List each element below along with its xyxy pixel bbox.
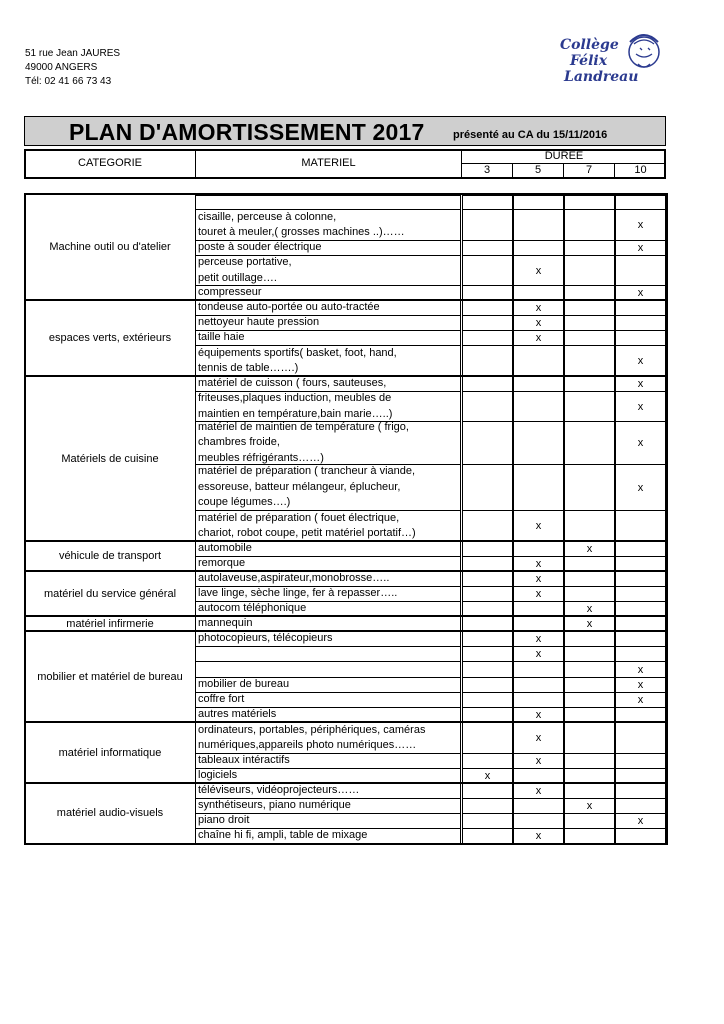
category-label: matériel audio-visuels: [56, 807, 164, 819]
duree-5-cell: x: [513, 828, 564, 844]
duree-3-cell: [462, 646, 513, 662]
materiel-cell: coffre fort: [195, 692, 461, 708]
materiel-cell: [195, 646, 461, 662]
duree-10-cell: [615, 753, 666, 769]
address-street: 51 rue Jean JAURES: [25, 48, 121, 59]
category-label: Matériels de cuisine: [61, 452, 159, 465]
duree-3-cell: [462, 510, 513, 542]
materiel-cell: équipements sportifs( basket, foot, hand, tennis de table…….): [195, 345, 461, 377]
duree-7-cell: [564, 646, 615, 662]
materiel-cell: cisaille, perceuse à colonne, touret à meuler,( grosses machines ..)……: [195, 209, 461, 241]
duree-3-cell: [462, 209, 513, 241]
duree-7-cell: [564, 391, 615, 422]
duree-7-cell: [564, 571, 615, 587]
duree-7-cell: [564, 813, 615, 829]
duree-3-cell: [462, 345, 513, 377]
duree-10-cell: x: [615, 464, 666, 511]
duree-10-cell: [615, 300, 666, 316]
duree-5-cell: [513, 195, 564, 210]
duree-7-cell: x: [564, 601, 615, 617]
header-year-3: 3: [483, 164, 491, 176]
duree-7-cell: [564, 631, 615, 647]
duree-7-cell: [564, 783, 615, 799]
duree-5-cell: x: [513, 783, 564, 799]
duree-5-cell: [513, 541, 564, 557]
duree-7-cell: [564, 510, 615, 542]
duree-5-cell: [513, 798, 564, 814]
materiel-cell: mannequin: [195, 616, 461, 632]
duree-7-cell: [564, 376, 615, 392]
duree-3-cell: [462, 571, 513, 587]
duree-10-cell: x: [615, 240, 666, 256]
logo-word-college: Collège: [560, 37, 619, 53]
duree-10-cell: x: [615, 345, 666, 377]
header-categorie: CATEGORIE: [78, 157, 142, 169]
materiel-cell: piano droit: [195, 813, 461, 829]
duree-3-cell: [462, 692, 513, 708]
materiel-cell: logiciels: [195, 768, 461, 784]
materiel-cell: compresseur: [195, 285, 461, 301]
duree-5-cell: [513, 240, 564, 256]
materiel-cell: nettoyeur haute pression: [195, 315, 461, 331]
logo-word-felix: Félix: [570, 53, 608, 69]
materiel-cell: [195, 195, 461, 210]
header-year-5: 5: [534, 164, 542, 176]
materiel-cell: tableaux intéractifs: [195, 753, 461, 769]
duree-10-cell: x: [615, 692, 666, 708]
duree-3-cell: [462, 330, 513, 346]
category-label: espaces verts, extérieurs: [48, 332, 172, 344]
materiel-cell: taille haie: [195, 330, 461, 346]
duree-5-cell: x: [513, 315, 564, 331]
duree-3-cell: [462, 391, 513, 422]
duree-10-cell: x: [615, 376, 666, 392]
duree-10-cell: [615, 195, 666, 210]
duree-3-cell: [462, 828, 513, 844]
category-label: Machine outil ou d'atelier: [49, 241, 171, 253]
duree-10-cell: [615, 828, 666, 844]
header-year-7: 7: [585, 164, 593, 176]
title-subtitle: présenté au CA du 15/11/2016: [453, 129, 608, 141]
duree-7-cell: x: [564, 541, 615, 557]
materiel-cell: matériel de préparation ( fouet électrique, chariot, robot coupe, petit matériel portatif…): [195, 510, 461, 542]
duree-5-cell: x: [513, 722, 564, 754]
duree-5-cell: [513, 677, 564, 693]
duree-3-cell: [462, 464, 513, 511]
duree-10-cell: [615, 722, 666, 754]
duree-10-cell: x: [615, 677, 666, 693]
materiel-cell: tondeuse auto-portée ou auto-tractée: [195, 300, 461, 316]
duree-10-cell: [615, 646, 666, 662]
materiel-cell: téléviseurs, vidéoprojecteurs……: [195, 783, 461, 799]
materiel-cell: matériel de préparation ( trancheur à viande, essoreuse, batteur mélangeur, éplucheur, coupe légumes….): [195, 464, 461, 511]
duree-10-cell: [615, 631, 666, 647]
materiel-cell: photocopieurs, télécopieurs: [195, 631, 461, 647]
duree-7-cell: [564, 345, 615, 377]
materiel-cell: friteuses,plaques induction, meubles de maintien en température,bain marie…..): [195, 391, 461, 422]
duree-7-cell: [564, 586, 615, 602]
duree-10-cell: [615, 571, 666, 587]
materiel-cell: autocom téléphonique: [195, 601, 461, 617]
duree-5-cell: x: [513, 753, 564, 769]
duree-5-cell: [513, 661, 564, 678]
duree-10-cell: [615, 510, 666, 542]
school-address: [25, 47, 120, 85]
category-label: matériel du service général: [43, 587, 177, 600]
duree-3-cell: [462, 586, 513, 602]
header-year-10: 10: [634, 164, 647, 176]
duree-5-cell: x: [513, 510, 564, 542]
materiel-cell: [195, 661, 461, 678]
duree-5-cell: [513, 209, 564, 241]
duree-3-cell: [462, 195, 513, 210]
duree-10-cell: [615, 255, 666, 286]
duree-7-cell: [564, 421, 615, 465]
duree-3-cell: [462, 240, 513, 256]
duree-3-cell: [462, 541, 513, 557]
duree-10-cell: [615, 315, 666, 331]
duree-7-cell: [564, 828, 615, 844]
header-materiel: MATERIEL: [301, 157, 356, 169]
duree-10-cell: x: [615, 661, 666, 678]
duree-3-cell: [462, 315, 513, 331]
duree-5-cell: x: [513, 571, 564, 587]
duree-10-cell: [615, 541, 666, 557]
duree-5-cell: [513, 692, 564, 708]
duree-5-cell: [513, 391, 564, 422]
duree-5-cell: x: [513, 586, 564, 602]
duree-7-cell: x: [564, 798, 615, 814]
duree-10-cell: [615, 586, 666, 602]
title-banner: [24, 116, 666, 146]
duree-10-cell: [615, 798, 666, 814]
materiel-cell: automobile: [195, 541, 461, 557]
duree-7-cell: [564, 300, 615, 316]
duree-10-cell: x: [615, 391, 666, 422]
category-label: matériel informatique: [58, 746, 162, 759]
duree-3-cell: [462, 300, 513, 316]
duree-7-cell: [564, 677, 615, 693]
duree-5-cell: x: [513, 330, 564, 346]
duree-5-cell: x: [513, 255, 564, 286]
duree-3-cell: [462, 722, 513, 754]
category-label: véhicule de transport: [58, 550, 162, 562]
page-title: PLAN D'AMORTISSEMENT 2017: [69, 119, 425, 145]
duree-7-cell: [564, 195, 615, 210]
materiel-cell: ordinateurs, portables, périphériques, caméras numériques,appareils photo numériques……: [195, 722, 461, 754]
duree-3-cell: [462, 798, 513, 814]
duree-5-cell: [513, 421, 564, 465]
duree-10-cell: x: [615, 813, 666, 829]
duree-5-cell: [513, 813, 564, 829]
materiel-cell: lave linge, sèche linge, fer à repasser…..: [195, 586, 461, 602]
duree-3-cell: [462, 376, 513, 392]
duree-3-cell: [462, 783, 513, 799]
college-logo: [556, 34, 662, 88]
duree-3-cell: [462, 677, 513, 693]
materiel-cell: poste à souder électrique: [195, 240, 461, 256]
duree-5-cell: [513, 345, 564, 377]
duree-7-cell: [564, 722, 615, 754]
duree-3-cell: [462, 421, 513, 465]
duree-3-cell: [462, 753, 513, 769]
duree-5-cell: x: [513, 556, 564, 572]
duree-7-cell: [564, 692, 615, 708]
category-label: matériel infirmerie: [66, 617, 154, 630]
duree-3-cell: [462, 255, 513, 286]
duree-3-cell: [462, 631, 513, 647]
duree-3-cell: [462, 661, 513, 678]
materiel-cell: matériel de cuisson ( fours, sauteuses,: [195, 376, 461, 392]
duree-5-cell: [513, 376, 564, 392]
category-label: mobilier et matériel de bureau: [37, 670, 183, 683]
duree-7-cell: [564, 661, 615, 678]
duree-10-cell: [615, 330, 666, 346]
duree-7-cell: x: [564, 616, 615, 632]
duree-5-cell: x: [513, 631, 564, 647]
materiel-cell: remorque: [195, 556, 461, 572]
duree-3-cell: [462, 813, 513, 829]
duree-10-cell: x: [615, 421, 666, 465]
materiel-cell: perceuse portative, petit outillage….: [195, 255, 461, 286]
duree-5-cell: x: [513, 300, 564, 316]
materiel-cell: mobilier de bureau: [195, 677, 461, 693]
logo-word-landreau: Landreau: [564, 69, 639, 85]
duree-7-cell: [564, 330, 615, 346]
header-duree: DUREE: [462, 150, 666, 164]
duree-10-cell: x: [615, 285, 666, 301]
duree-10-cell: [615, 783, 666, 799]
duree-7-cell: [564, 255, 615, 286]
duree-7-cell: [564, 240, 615, 256]
duree-5-cell: [513, 464, 564, 511]
materiel-cell: chaîne hi fi, ampli, table de mixage: [195, 828, 461, 844]
materiel-cell: autolaveuse,aspirateur,monobrosse…..: [195, 571, 461, 587]
address-phone: Tél: 02 41 66 73 43: [25, 76, 112, 85]
duree-7-cell: [564, 315, 615, 331]
duree-10-cell: x: [615, 209, 666, 241]
duree-7-cell: [564, 464, 615, 511]
address-city: 49000 ANGERS: [25, 62, 98, 73]
duree-5-cell: x: [513, 646, 564, 662]
duree-3-cell: x: [462, 768, 513, 784]
materiel-cell: matériel de maintien de température ( frigo, chambres froide, meubles réfrigérants……): [195, 421, 461, 465]
duree-7-cell: [564, 753, 615, 769]
materiel-cell: autres matériels: [195, 707, 461, 723]
duree-5-cell: x: [513, 707, 564, 723]
materiel-cell: synthétiseurs, piano numérique: [195, 798, 461, 814]
duree-7-cell: [564, 209, 615, 241]
